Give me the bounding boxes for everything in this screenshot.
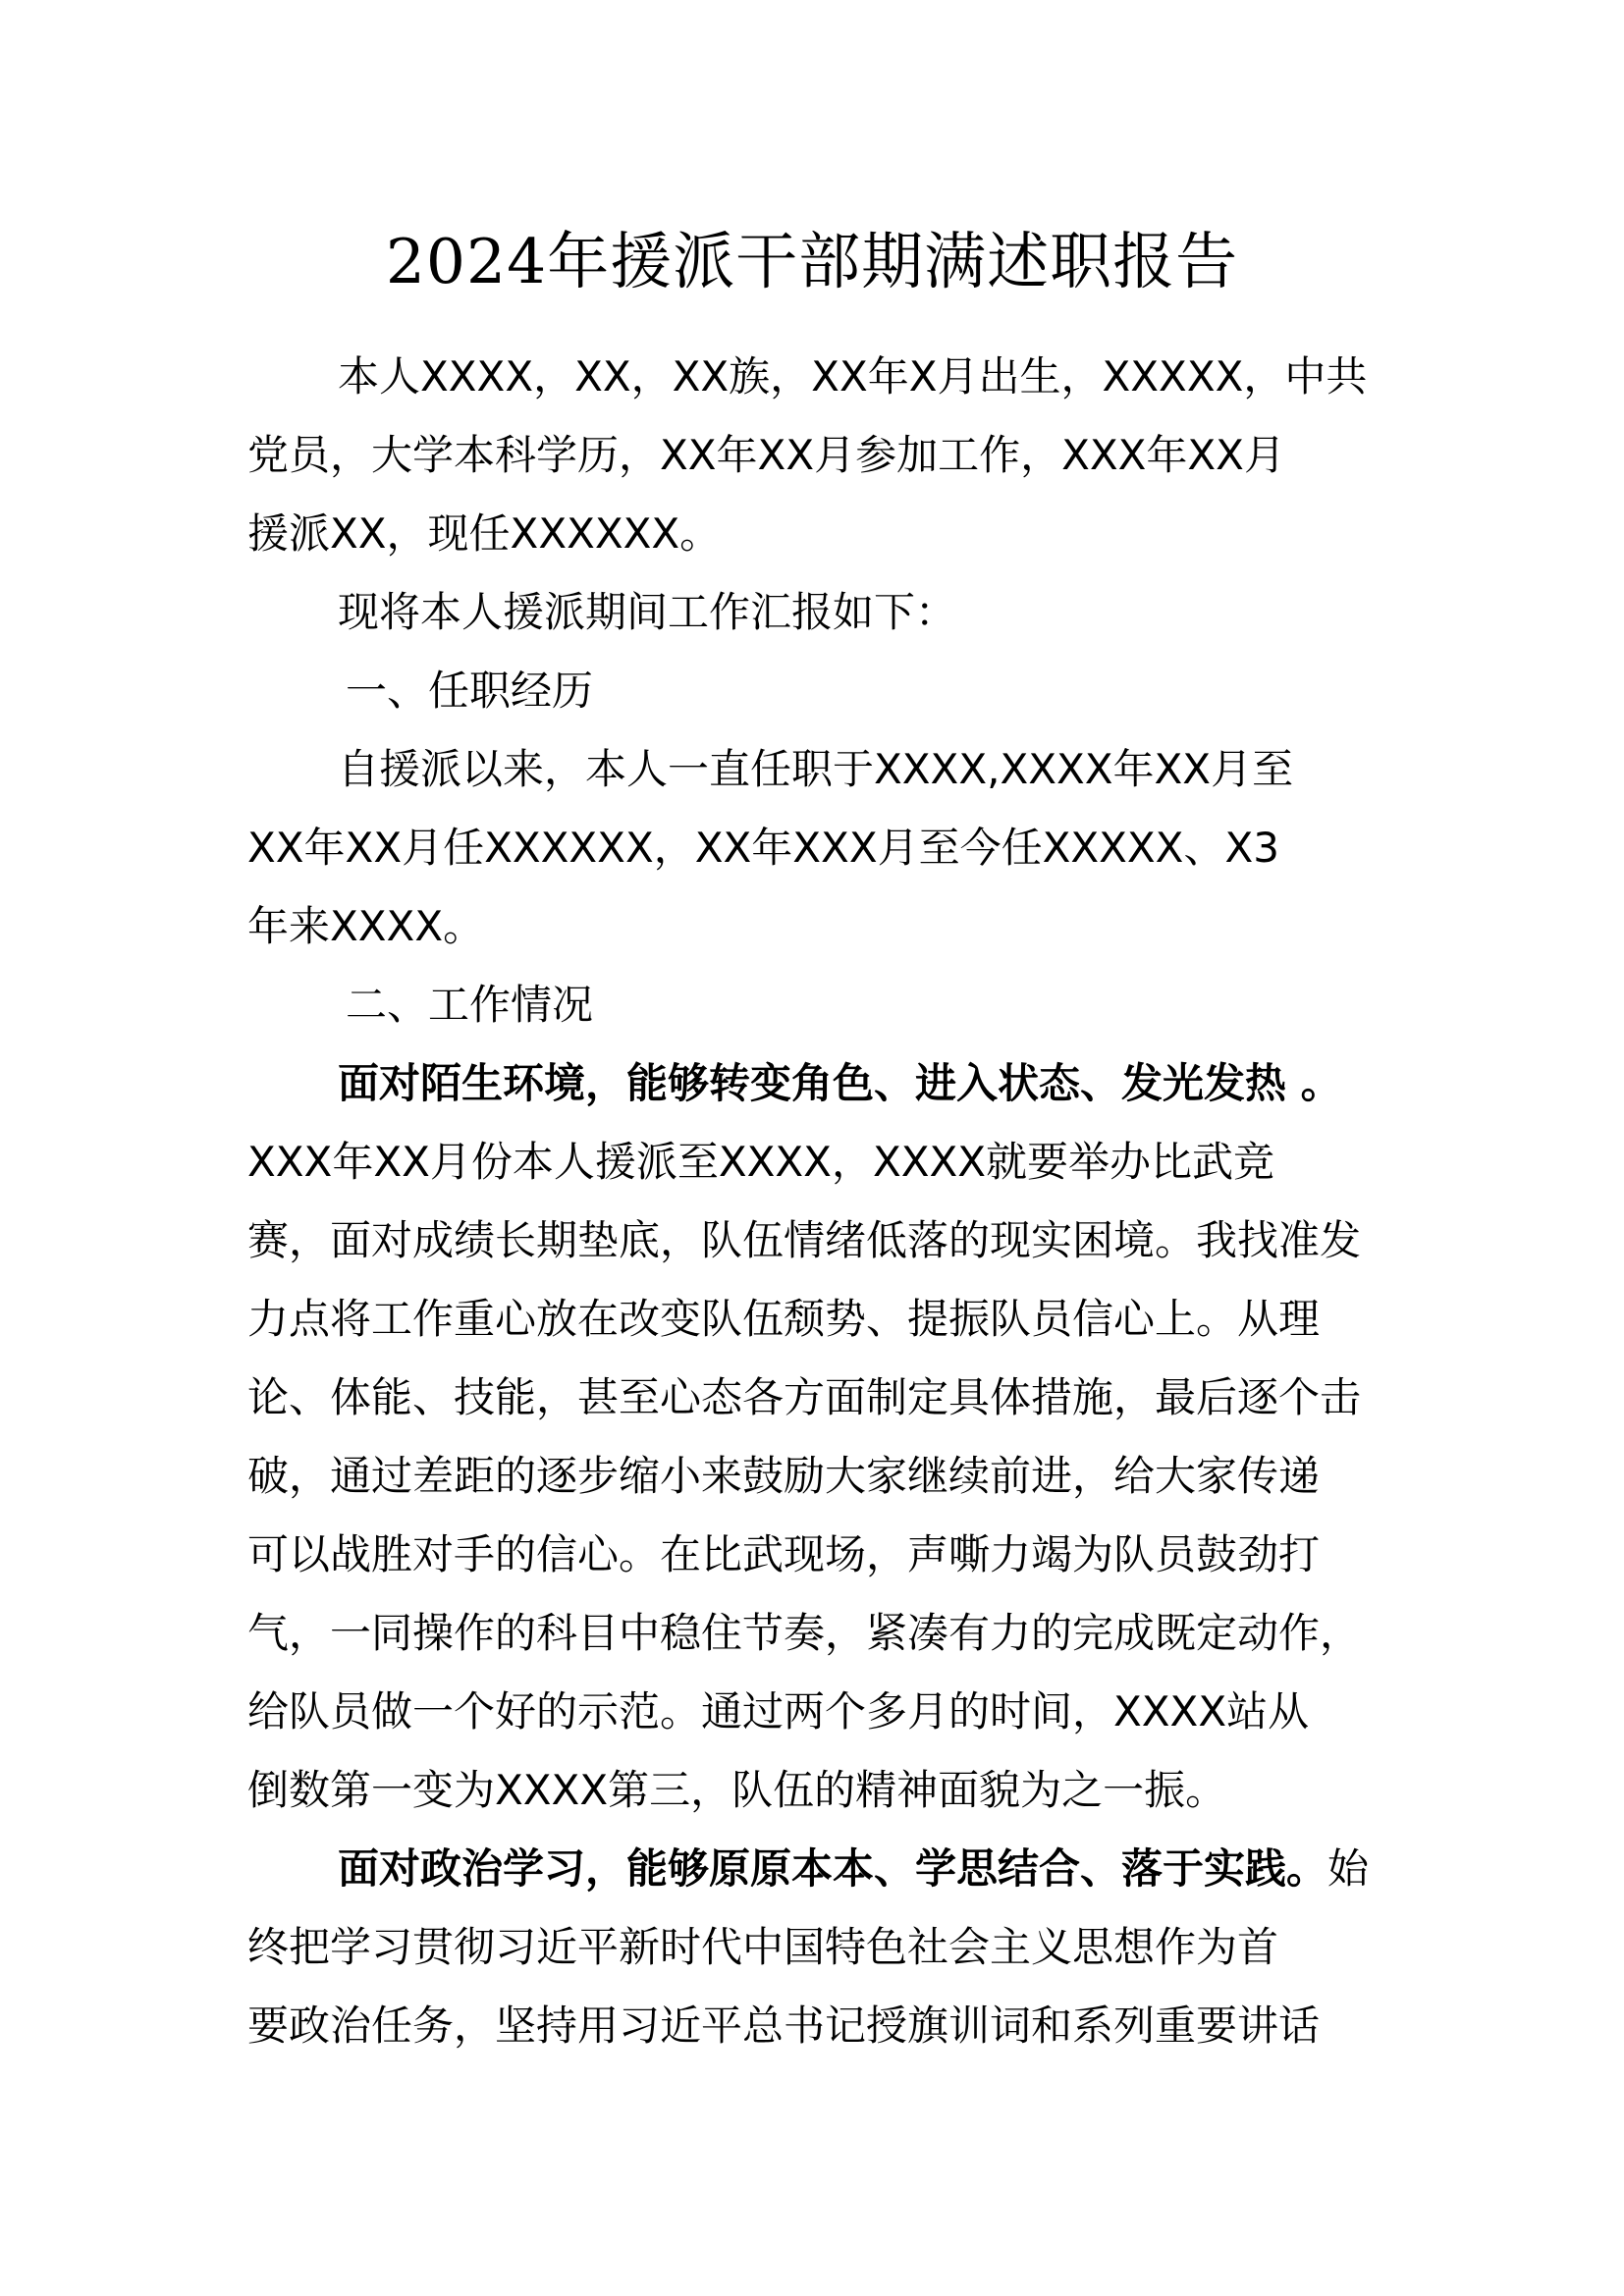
text-line-mixed (247, 1830, 1386, 1908)
paragraph-political-study (247, 1830, 1386, 2065)
section-heading: 一、任职经历 (346, 667, 594, 715)
text-line: 赛，面对成绩长期垫底，队伍情绪低落的现实困境。我找准发 (247, 1216, 1362, 1264)
text-line: 可以战胜对手的信心。在比武现场，声嘶力竭为队员鼓劲打 (247, 1530, 1321, 1578)
paragraph-environment (247, 1044, 1386, 1830)
paragraph-personal-info (247, 338, 1386, 573)
text-line: 倒数第一变为XXXX第三，队伍的精神面貌为之一振。 (247, 1766, 1227, 1814)
bold-lead-sentence: 面对政治学习，能够原原本本、学思结合、落于实践。 (338, 1844, 1328, 1893)
text-line: 年来XXXX。 (247, 902, 485, 950)
text-line: XX年XX月任XXXXXX，XX年XXX月至今任XXXXX、X3 (247, 824, 1279, 872)
paragraph-positions (247, 730, 1386, 966)
section-heading-2 (247, 966, 1386, 1044)
text-line: 本人XXXX，XX，XX族，XX年X月出生，XXXXX，中共 (338, 352, 1368, 400)
document-title: 2024年援派干部期满述职报告 (385, 226, 1239, 297)
text-line: 自援派以来，本人一直任职于XXXX,XXXX年XX月至 (338, 745, 1294, 793)
text-line: 力点将工作重心放在改变队伍颓势、提振队员信心上。从理 (247, 1295, 1321, 1343)
text-line: 党员，大学本科学历，XX年XX月参加工作，XXX年XX月 (247, 431, 1285, 479)
text-line: 给队员做一个好的示范。通过两个多月的时间，XXXX站从 (247, 1687, 1310, 1735)
text-line: 援派XX，现任XXXXXX。 (247, 509, 722, 558)
section-heading: 二、工作情况 (346, 981, 594, 1029)
section-heading-1 (247, 652, 1386, 730)
text-line: XXX年XX月份本人援派至XXXX，XXXX就要举办比武竞 (247, 1138, 1275, 1186)
text-line: 要政治任务，坚持用习近平总书记授旗训词和系列重要讲话 (247, 2002, 1321, 2050)
text-line: 气，一同操作的科目中稳住节奏，紧凑有力的完成既定动作， (247, 1609, 1362, 1657)
document-body (247, 338, 1386, 2065)
text-fragment: 始 (1327, 1844, 1370, 1893)
text-line: 破，通过差距的逐步缩小来鼓励大家继续前进，给大家传递 (247, 1452, 1321, 1500)
text-line: 终把学习贯彻习近平新时代中国特色社会主义思想作为首 (247, 1923, 1279, 1971)
bold-lead-sentence: 面对陌生环境，能够转变角色、进入状态、发光发热 。 (338, 1059, 1342, 1107)
text-line: 论、体能、技能，甚至心态各方面制定具体措施，最后逐个击 (247, 1373, 1362, 1421)
paragraph-intro (247, 573, 1386, 652)
text-line: 现将本人援派期间工作汇报如下： (338, 588, 957, 636)
